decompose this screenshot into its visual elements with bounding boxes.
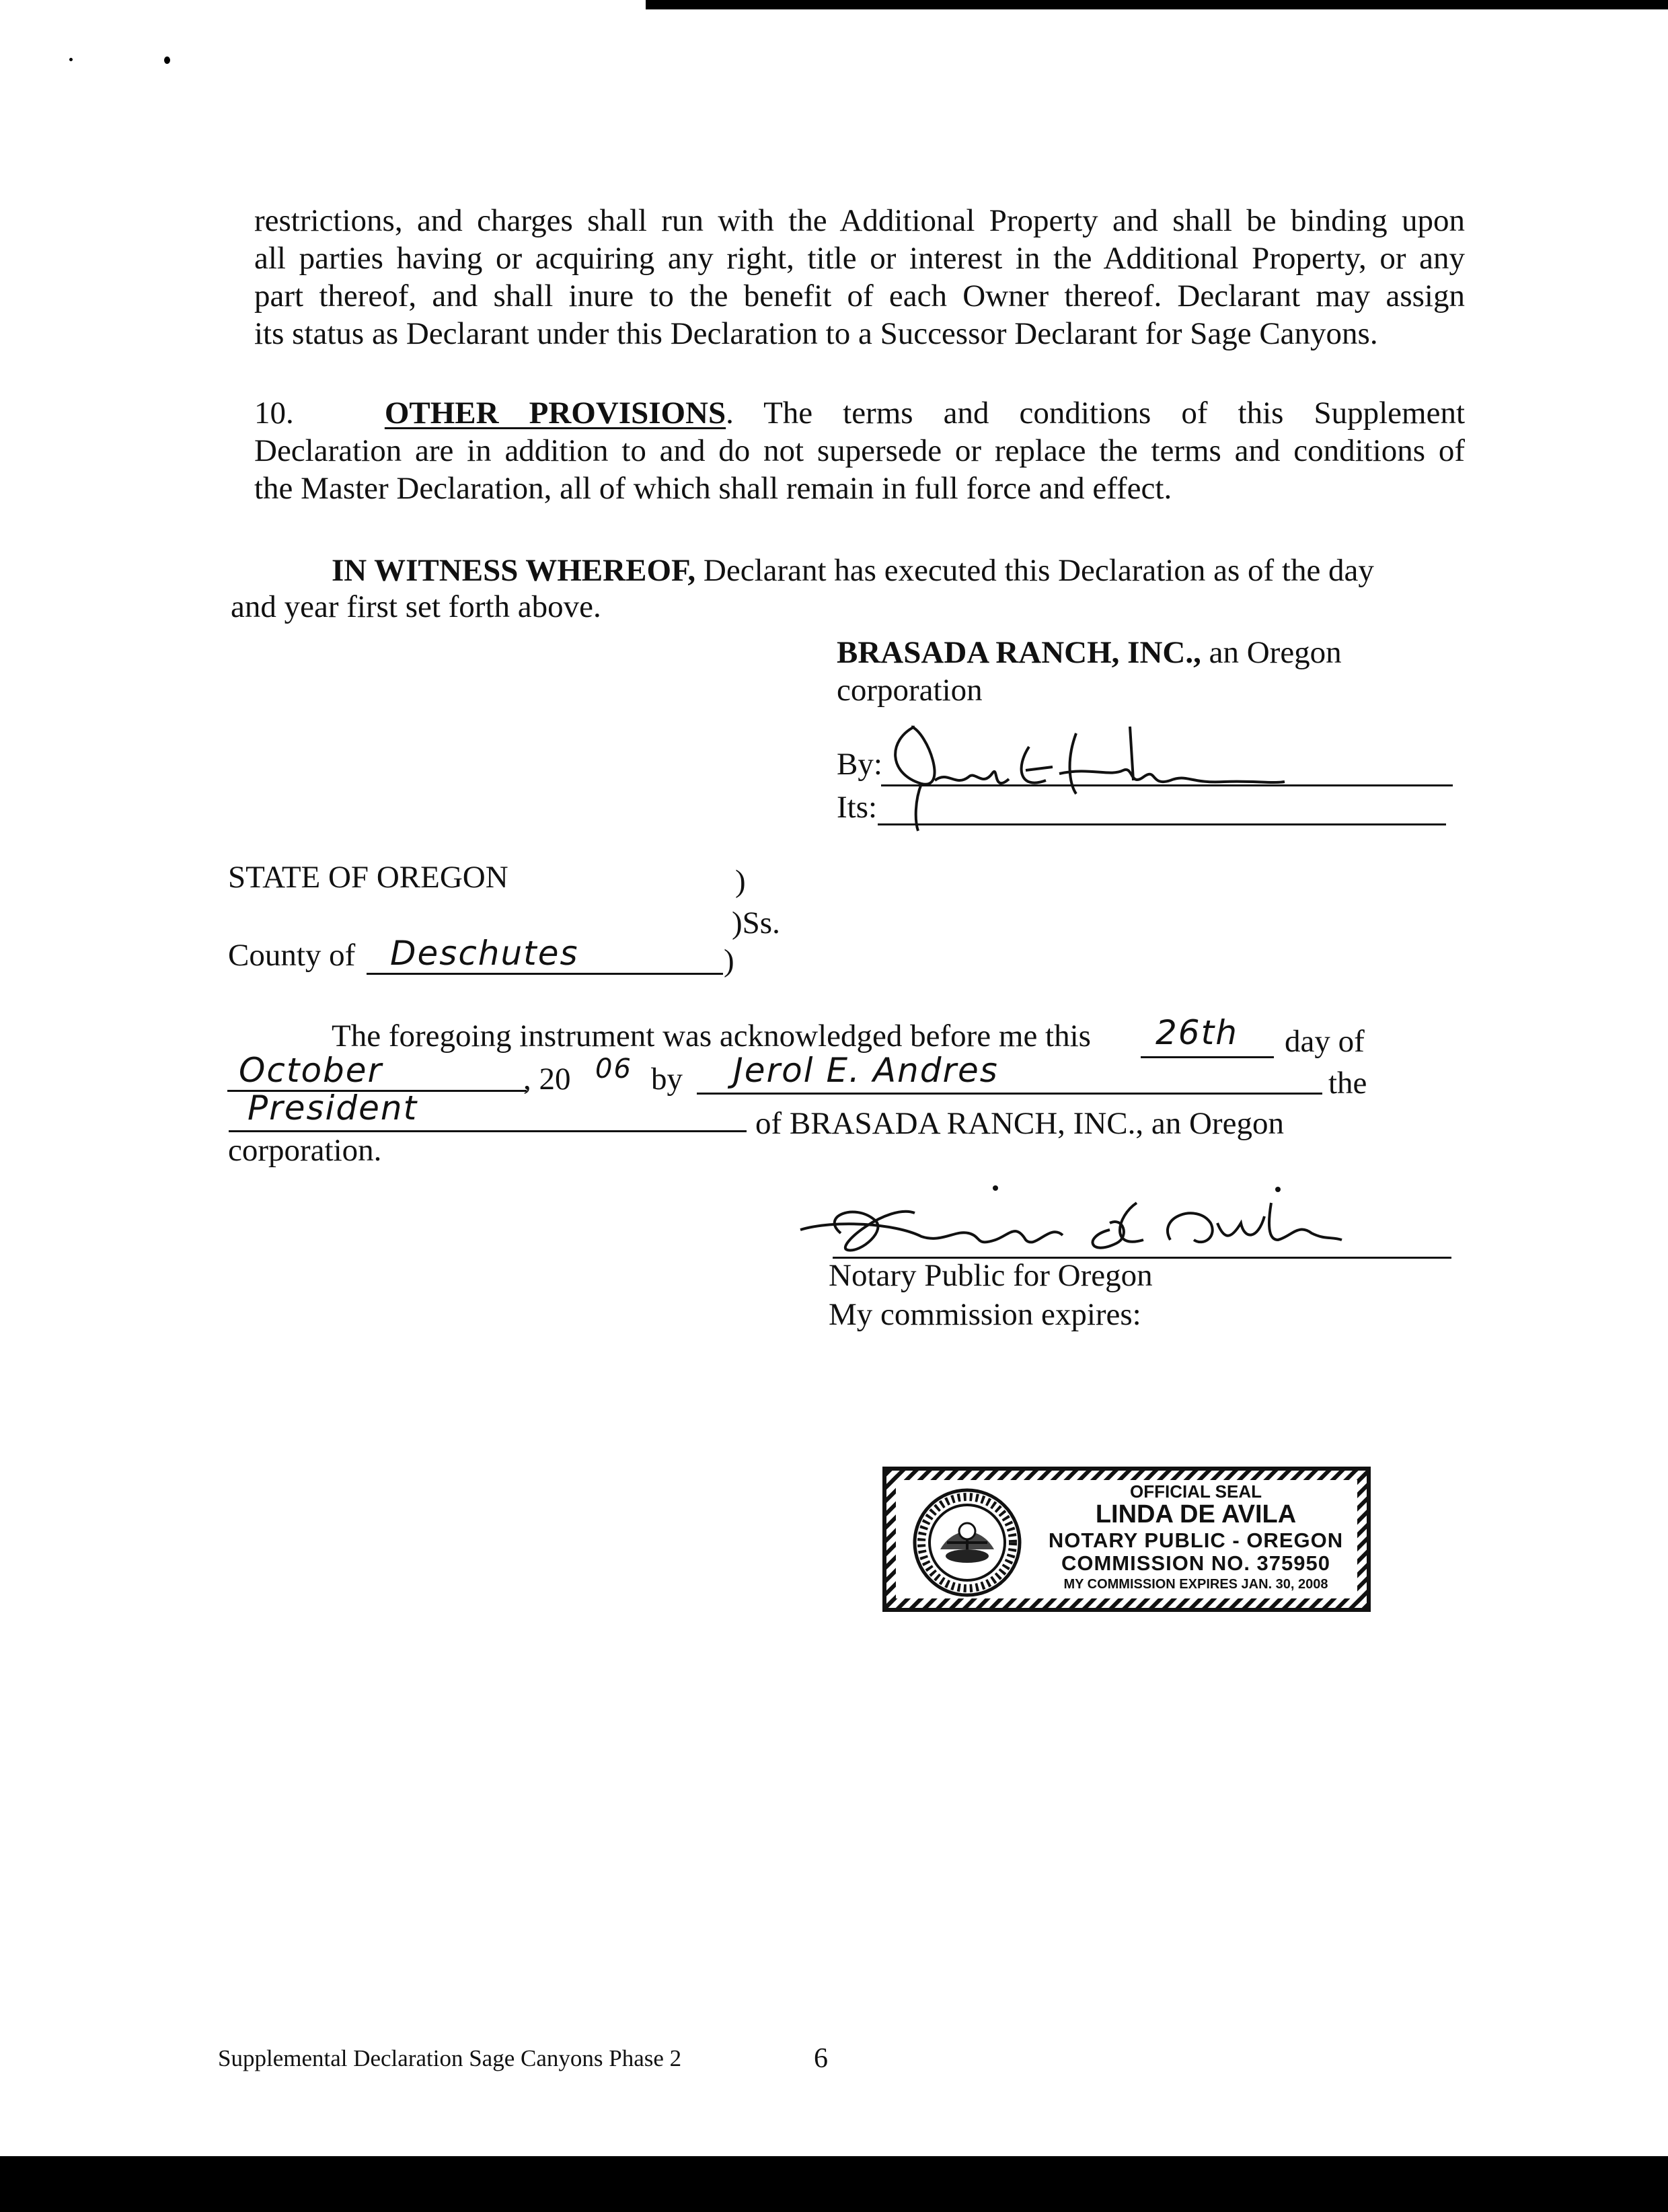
section-heading: OTHER PROVISIONS bbox=[384, 396, 726, 431]
scan-speck bbox=[69, 58, 73, 61]
paragraph-line: restrictions, and charges shall run with the Additional Property and shall be binding upon bbox=[254, 203, 1465, 238]
ack-title-handwritten: President bbox=[248, 1089, 418, 1128]
signatory-signature bbox=[874, 706, 1291, 834]
continuation-paragraph bbox=[254, 202, 1465, 353]
paragraph-line: the Master Declaration, all of which shall remain in full force and effect. bbox=[254, 471, 1172, 506]
ack-name-line bbox=[697, 1093, 1322, 1095]
witness-text: Declarant has executed this Declaration as of the day bbox=[695, 553, 1374, 588]
ack-month-handwritten: October bbox=[239, 1051, 383, 1090]
witness-lead: IN WITNESS WHEREOF, bbox=[332, 553, 696, 588]
page-number: 6 bbox=[814, 2043, 828, 2074]
venue-paren: ) bbox=[724, 943, 734, 978]
ack-of-company: of BRASADA RANCH, INC., an Oregon bbox=[755, 1106, 1284, 1141]
county-line bbox=[367, 973, 723, 975]
notary-commission-expires: My commission expires: bbox=[829, 1297, 1141, 1332]
scan-speck bbox=[164, 57, 170, 64]
ack-day-of: day of bbox=[1285, 1024, 1365, 1059]
by-label: By: bbox=[837, 747, 882, 782]
scan-edge-bottom bbox=[0, 2156, 1668, 2212]
section-10-first-line-text: . The terms and conditions of this Supplement bbox=[726, 396, 1465, 431]
venue-ss: )Ss. bbox=[732, 906, 780, 941]
seal-notary-name: LINDA DE AVILA bbox=[1095, 1500, 1297, 1528]
notary-signature bbox=[794, 1176, 1345, 1263]
seal-commission-number: COMMISSION NO. 375950 bbox=[1061, 1551, 1330, 1575]
section-10-first-line bbox=[254, 394, 1465, 432]
ack-year-prefix: , 20 bbox=[523, 1062, 571, 1097]
section-10 bbox=[254, 394, 1465, 507]
paragraph-line: all parties having or acquiring any right, title or interest in the Additional Property, or any bbox=[254, 241, 1465, 276]
its-label: Its: bbox=[837, 790, 878, 825]
witness-line-1 bbox=[332, 552, 1374, 589]
ack-name-handwritten: Jerol E. Andres bbox=[733, 1051, 999, 1090]
company-name: BRASADA RANCH, INC., bbox=[837, 635, 1201, 670]
seal-heading: OFFICIAL SEAL bbox=[1130, 1481, 1262, 1502]
ack-last-line: corporation. bbox=[228, 1133, 382, 1168]
seal-text bbox=[1041, 1483, 1351, 1591]
notary-title: Notary Public for Oregon bbox=[829, 1258, 1153, 1293]
notary-seal-stamp bbox=[882, 1467, 1371, 1612]
witness-line-2: and year first set forth above. bbox=[231, 589, 601, 624]
company-line-2: corporation bbox=[837, 673, 983, 708]
seal-notary-public: NOTARY PUBLIC - OREGON bbox=[1048, 1528, 1344, 1552]
scan-edge-top bbox=[646, 0, 1668, 9]
county-label: County of bbox=[228, 938, 356, 973]
seal-commission-expiry: MY COMMISSION EXPIRES JAN. 30, 2008 bbox=[1063, 1577, 1328, 1592]
ack-the: the bbox=[1328, 1066, 1367, 1101]
footer-title: Supplemental Declaration Sage Canyons Phase 2 bbox=[218, 2045, 682, 2071]
ack-by: by bbox=[651, 1062, 683, 1097]
paragraph-line: part thereof, and shall inure to the benefit of each Owner thereof. Declarant may assign bbox=[254, 279, 1465, 314]
county-handwritten: Deschutes bbox=[390, 934, 579, 973]
ack-line-1: The foregoing instrument was acknowledged before me this bbox=[332, 1019, 1091, 1054]
section-number: 10. bbox=[254, 396, 294, 431]
venue-paren: ) bbox=[735, 864, 746, 899]
ack-year-handwritten: 06 bbox=[595, 1054, 632, 1084]
paragraph-line: Declaration are in addition to and do not supersede or replace the terms and conditions of bbox=[254, 433, 1465, 468]
company-state: an Oregon bbox=[1201, 635, 1342, 670]
ack-day-handwritten: 26th bbox=[1155, 1013, 1238, 1052]
venue-state: STATE OF OREGON bbox=[228, 860, 508, 895]
company-line bbox=[837, 634, 1342, 671]
ack-day-line bbox=[1141, 1056, 1274, 1058]
oregon-state-seal-icon bbox=[907, 1485, 1028, 1600]
paragraph-line: its status as Declarant under this Declaration to a Successor Declarant for Sage Canyons. bbox=[254, 316, 1378, 351]
